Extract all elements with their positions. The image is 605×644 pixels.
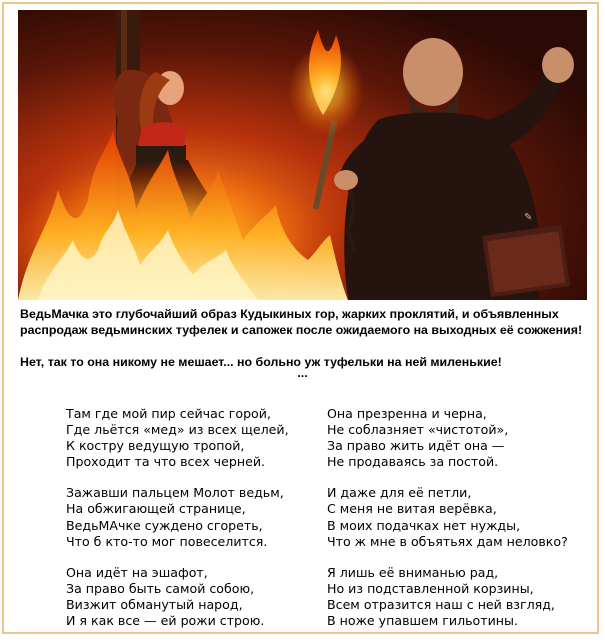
poem-stanza (66, 406, 289, 470)
illustration-art (18, 10, 587, 300)
poem-line: Она презренна и черна, (327, 406, 487, 421)
poem-line: Там где мой пир сейчас горой, (66, 406, 271, 421)
poem-stanza (66, 485, 289, 549)
poem-stanza (327, 485, 568, 549)
poem-stanza (327, 406, 568, 470)
poem-line: На обжигающей странице, (66, 501, 246, 517)
poem-line: С меня не витая верёвка, (327, 501, 497, 517)
intro-paragraph-2: Нет, так то она никому не мешает... но больно уж туфельки на ней миленькие! (20, 355, 502, 369)
poem-line: В моих подачках нет нужды, (327, 517, 521, 533)
poem-column-left (66, 406, 289, 644)
poem-line: В ноже упавшем гильотины. (327, 613, 518, 629)
poem-stanza (327, 565, 568, 629)
svg-text:✎: ✎ (524, 212, 533, 223)
intro-text (20, 306, 585, 379)
poem-line: Я лишь её вниманью рад, (327, 564, 499, 580)
poem-line: К костру ведущую тропой, (66, 438, 245, 454)
poem-line: И даже для её петли, (327, 485, 472, 501)
poem-line: Не соблазняет «чистотой», (327, 422, 509, 438)
poem-line: Что б кто-то мог повеселится. (66, 533, 268, 549)
witch-burning-illustration (18, 10, 587, 300)
poem-line: И я как все — ей рожи строю. (66, 613, 265, 629)
poem-stanza (66, 565, 289, 629)
poem-line: Всем отразится наш с ней взгляд, (327, 596, 555, 612)
poem-line: Не продаваясь за постой. (327, 454, 499, 470)
poem-line: За право быть самой собою, (66, 580, 255, 596)
poem-column-right (327, 406, 568, 644)
poem-line: ВедьМАчке суждено сгореть, (66, 517, 263, 533)
intro-paragraph-1: ВедьМачка это глубочайший образ Кудыкиных гор, жарких проклятий, и объявленных распродаж ведьминских туфелек и сапожек после ожидаемого на выходных её сожжения! (20, 307, 583, 337)
intro-ellipsis: ... (297, 366, 308, 380)
poem-line: Где льётся «мед» из всех щелей, (66, 422, 289, 438)
poem-line: Но из подставленной корзины, (327, 580, 534, 596)
poem-line: Визжит обманутый народ, (66, 596, 243, 612)
poem-line: Зажавши пальцем Молот ведьм, (66, 485, 284, 501)
poem-line: Она идёт на эшафот, (66, 564, 208, 580)
poem-line: Что ж мне в объятьях дам неловко? (327, 533, 568, 549)
poem-line: Проходит та что всех черней. (66, 454, 266, 470)
poem-line: За право жить идёт она — (327, 438, 505, 454)
